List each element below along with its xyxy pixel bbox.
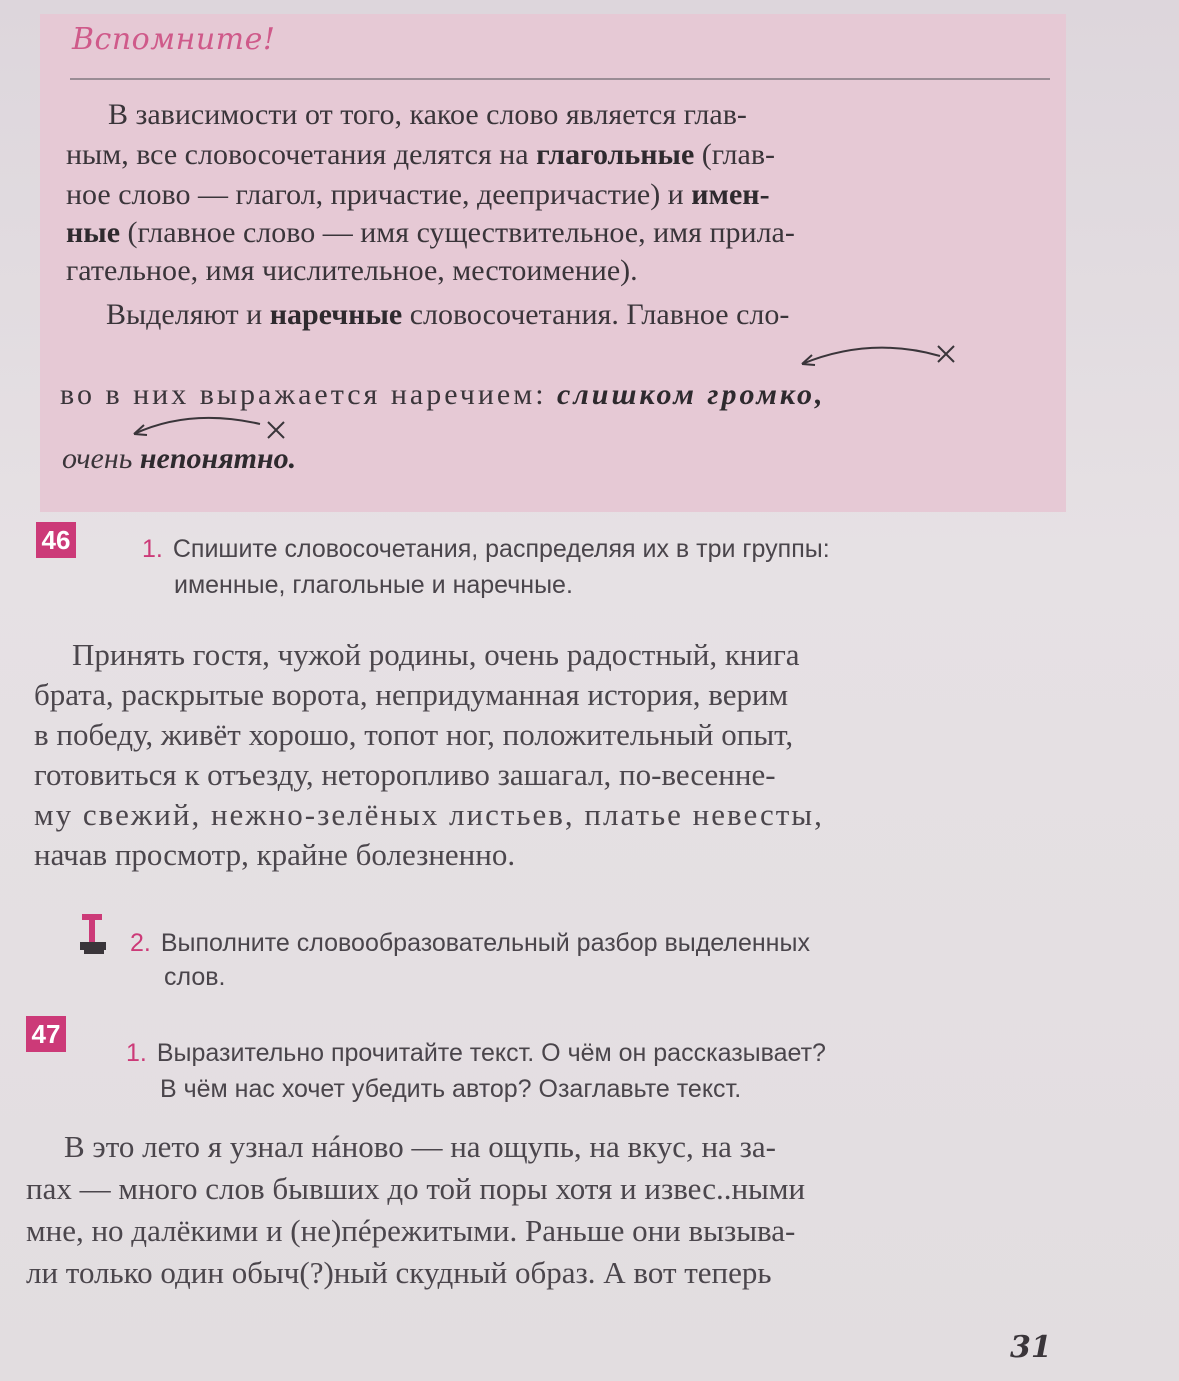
rule-line-6: Выделяют и наречные словосочетания. Главное сло- [106, 298, 790, 331]
ex46-text-line-6: начав просмотр, крайне болезненно. [34, 837, 516, 872]
ex47-text-line-4: ли только один обыч(?)ный скудный образ. А вот теперь [26, 1255, 772, 1290]
ex47-text-line-3: мне, но далёкими и (не)пéрежитыми. Раньше они вызыва- [26, 1213, 796, 1248]
ex46-task2-line1: 2. Выполните словообразовательный разбор выделенных [130, 929, 810, 957]
ex46-text-line-4: готовиться к отъезду, неторопливо зашагал, по-весенне- [34, 757, 776, 792]
ex47-text-line-1: В это лето я узнал нáново — на ощупь, на вкус, на за- [64, 1129, 776, 1164]
rule-line-1: В зависимости от того, какое слово является глав- [108, 98, 747, 131]
page-number: 31 [1010, 1330, 1052, 1365]
ex46-text-line-3: в победу, живёт хорошо, топот ног, положительный опыт, [34, 717, 794, 752]
rule-line-8: очень непонятно. [62, 442, 297, 475]
rule-line-2: ным, все словосочетания делятся на глагольные (глав- [66, 138, 775, 171]
rule-line-3: ное слово — глагол, причастие, деепричастие) и имен- [66, 178, 770, 211]
rule-line-5: гательное, имя числительное, местоимение). [66, 254, 638, 287]
rule-divider [70, 78, 1050, 80]
exercise-number-47: 47 [26, 1016, 66, 1052]
ex47-task1-line1: 1. Выразительно прочитайте текст. О чём он рассказывает? [126, 1039, 826, 1067]
inkwell-icon [78, 912, 108, 958]
ex47-text-line-2: пах — много слов бывших до той поры хотя и извес..ными [26, 1171, 806, 1206]
ex46-text-line-2: брата, раскрытые ворота, непридуманная история, верим [34, 677, 789, 712]
ex46-text-line-1: Принять гостя, чужой родины, очень радостный, книга [72, 637, 800, 672]
rule-line-4: ные (главное слово — имя существительное, имя прила- [66, 216, 795, 249]
exercise-number-46: 46 [36, 522, 76, 558]
dependency-arc-1 [790, 336, 970, 376]
ex46-task1-line1: 1. Спишите словосочетания, распределяя их в три группы: [142, 535, 830, 563]
ex46-task2-line2: слов. [164, 963, 226, 991]
rule-title: Вспомните! [72, 22, 276, 57]
rule-line-7: во в них выражается наречием: слишком громко, [60, 378, 826, 411]
ex47-task1-line2: В чём нас хочет убедить автор? Озаглавьте текст. [160, 1075, 742, 1103]
ex46-task1-line2: именные, глагольные и наречные. [174, 571, 573, 599]
ex46-text-line-5: му свежий, нежно-зелёных листьев, платье невесты, [34, 797, 824, 832]
